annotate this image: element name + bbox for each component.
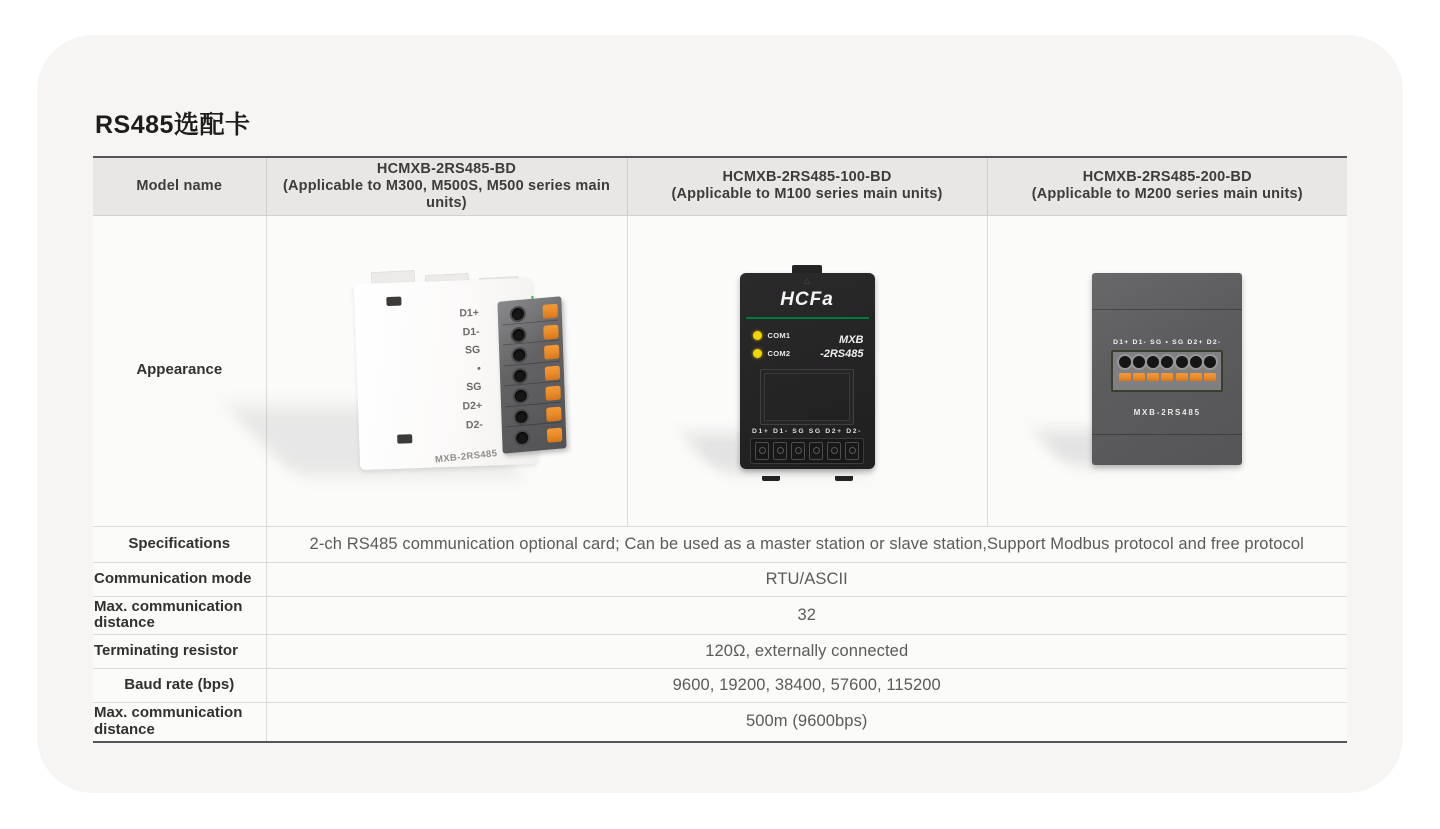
- row-label: Terminating resistor: [93, 635, 266, 669]
- table-header-row: [93, 157, 1347, 215]
- terminal-labels: D1+ D1- SG • SG D2+ D2-: [1113, 338, 1222, 346]
- terminal-block: [1111, 350, 1223, 392]
- module-name-print: MXB -2RS485: [820, 333, 864, 361]
- row-label: Specifications: [93, 526, 266, 562]
- appearance-cell-2: [627, 215, 987, 526]
- row-baud-rate: [93, 669, 1347, 703]
- row-terminating-resistor: [93, 635, 1347, 669]
- terminal-labels: D1+ D1- SG • SG D2+ D2-: [459, 306, 483, 431]
- status-leds: [753, 331, 791, 367]
- row-value: 500m (9600bps): [266, 703, 1347, 742]
- din-slot: [397, 434, 412, 444]
- product-image-hcmxb-2rs485-200-bd: [1092, 273, 1242, 469]
- product-image-hcmxb-2rs485-bd: [329, 263, 564, 478]
- model-number: HCMXB-2RS485-100-BD: [722, 169, 892, 186]
- module-name-print: MXB-2RS485: [1133, 407, 1201, 417]
- brand-green-line: [746, 317, 869, 320]
- product-image-hcmxb-2rs485-100-bd: [740, 265, 875, 477]
- din-slot: [386, 297, 401, 307]
- com1-label: COM1: [767, 330, 791, 340]
- com1-led: [753, 331, 762, 340]
- com2-label: COM2: [767, 348, 791, 358]
- page-title: RS485选配卡: [95, 111, 251, 139]
- appearance-label: Appearance: [93, 215, 266, 526]
- row-value: 2-ch RS485 communication optional card; Can be used as a master station or slave station,Support Modbus protocol and free protocol: [266, 526, 1347, 562]
- row-label: Baud rate (bps): [93, 669, 266, 703]
- module-body: [1092, 273, 1242, 465]
- hcfa-logo: HCFa: [780, 288, 834, 310]
- model-number: HCMXB-2RS485-BD: [376, 160, 517, 177]
- content-card: [37, 35, 1403, 793]
- header-column-3: [987, 157, 1347, 215]
- terminal-block: [750, 438, 864, 464]
- appearance-cell-1: [266, 215, 627, 526]
- row-communication-mode: [93, 562, 1347, 596]
- panel-window: [760, 369, 854, 425]
- row-value: RTU/ASCII: [266, 562, 1347, 596]
- rs485-spec-table: [93, 156, 1347, 743]
- header-column-1: [266, 157, 627, 215]
- model-number: HCMXB-2RS485-200-BD: [1082, 169, 1252, 186]
- model-applicability: (Applicable to M200 series main units): [1031, 186, 1303, 203]
- model-applicability: (Applicable to M100 series main units): [671, 186, 943, 203]
- row-max-communication-distance-2: [93, 703, 1347, 742]
- model-applicability: (Applicable to M300, M500S, M500 series main units): [282, 177, 611, 211]
- terminal-labels: D1+ D1- SG SG D2+ D2-: [752, 427, 862, 435]
- terminal-block: [497, 296, 566, 453]
- row-label: Max. communication distance: [93, 703, 266, 742]
- row-value: 120Ω, externally connected: [266, 635, 1347, 669]
- row-value: 32: [266, 596, 1347, 635]
- row-value: 9600, 19200, 38400, 57600, 115200: [266, 669, 1347, 703]
- row-specifications: [93, 526, 1347, 562]
- module-body: [740, 273, 875, 469]
- mounting-feet: [740, 476, 875, 481]
- com2-led: [753, 349, 762, 358]
- header-column-2: [627, 157, 987, 215]
- row-max-communication-distance-1: [93, 596, 1347, 635]
- header-model-name: Model name: [93, 157, 266, 215]
- row-label: Max. communication distance: [93, 596, 266, 635]
- appearance-cell-3: [987, 215, 1347, 526]
- appearance-row: [93, 215, 1347, 526]
- module-name-print: MXB-2RS485: [434, 448, 499, 466]
- triangle-mark-icon: △: [803, 275, 811, 285]
- row-label: Communication mode: [93, 562, 266, 596]
